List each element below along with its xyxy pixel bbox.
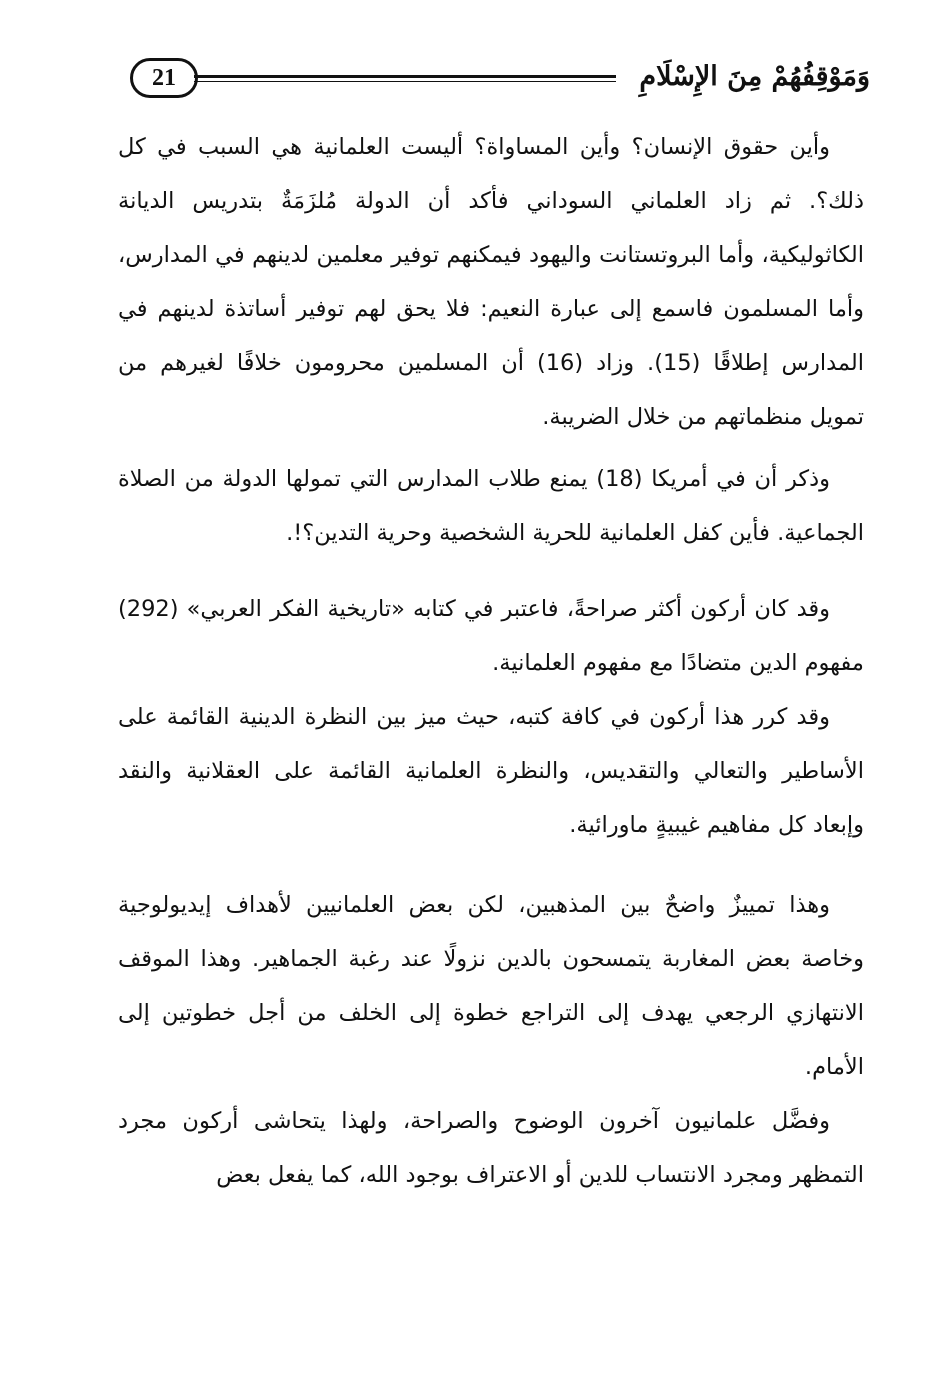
page-body [118, 120, 864, 1202]
paragraph-1: وأين حقوق الإنسان؟ وأين المساواة؟ أليست العلمانية هي السبب في كل ذلك؟. ثم زاد العلماني السوداني فأكد أن الدولة مُلزَمَةٌ بتدريس الديانة الكاثوليكية، وأما البروتستانت واليهود فيمكنهم توفير معلمين لدينهم في المدارس، وأما المسلمون فاسمع إلى عبارة النعيم: فلا يحق لهم توفير أساتذة لدينهم في المدارس إطلاقًا (15). وزاد (16) أن المسلمين محرومون خلافًا لغيرهم من تمويل منظماتهم من خلال الضريبة. [118, 134, 864, 430]
header-rule [194, 75, 616, 78]
page-number: 21 [130, 58, 198, 98]
paragraph-3: وقد كان أركون أكثر صراحةً، فاعتبر في كتابه «تاريخية الفكر العربي» (292) مفهوم الدين متضادًا مع مفهوم العلمانية. [118, 596, 864, 676]
running-title: وَمَوْقِفُهُمْ مِنَ الإِسْلَامِ [639, 61, 870, 92]
paragraph-4: وقد كرر هذا أركون في كافة كتبه، حيث ميز بين النظرة الدينية القائمة على الأساطير والتعالي والتقديس، والنظرة العلمانية القائمة على العقلانية والنقد وإبعاد كل مفاهيم غيبيةٍ ماورائية. [118, 704, 864, 838]
paragraph-2: وذكر أن في أمريكا (18) يمنع طلاب المدارس التي تمولها الدولة من الصلاة الجماعية. فأين كفل العلمانية للحرية الشخصية وحرية التدين؟!. [118, 466, 864, 546]
page-header [120, 52, 870, 108]
paragraph-5: وهذا تمييزٌ واضحٌ بين المذهبين، لكن بعض العلمانيين لأهداف إيديولوجية وخاصة بعض المغاربة يتمسحون بالدين نزولًا عند رغبة الجماهير. وهذا الموقف الانتهازي الرجعي يهدف إلى التراجع خطوة إلى الخلف من أجل خطوتين إلى الأمام. [118, 892, 864, 1080]
paragraph-6: وفضَّل علمانيون آخرون الوضوح والصراحة، ولهذا يتحاشى أركون مجرد التمظهر ومجرد الانتساب للدين أو الاعتراف بوجود الله، كما يفعل بعض [118, 1108, 864, 1188]
